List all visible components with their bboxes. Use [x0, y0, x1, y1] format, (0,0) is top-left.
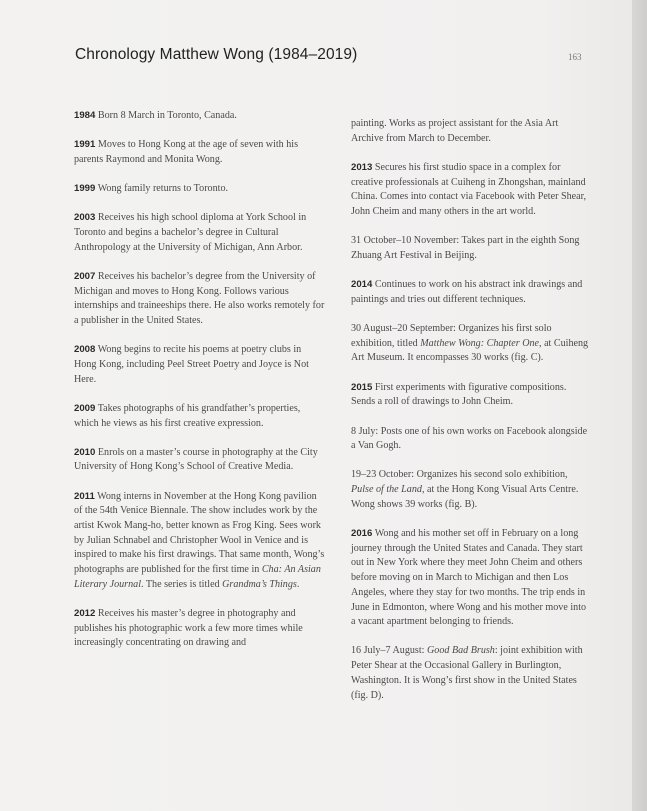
- left-column: [74, 109, 326, 666]
- chronology-entry: [351, 425, 591, 454]
- entry-year: 2012: [74, 608, 96, 620]
- entry-year: 1991: [74, 139, 96, 151]
- chronology-entry: [74, 182, 326, 197]
- entry-text: Enrols on a master’s course in photography at the City University of Hong Kong’s School of Creative Media.: [74, 446, 318, 473]
- chronology-entry: [351, 644, 591, 703]
- entry-year: 1999: [74, 183, 96, 195]
- right-column: [351, 117, 591, 718]
- entry-text: Wong family returns to Toronto.: [97, 183, 229, 195]
- chronology-entry: [74, 138, 326, 167]
- entry-text: Secures his first studio space in a complex for creative professionals at Cuiheng in Zhongshan, mainland China. Comes into contact via Facebook with Peter Shear, John Cheim and many others in the art world.: [351, 161, 587, 218]
- page-title: Chronology Matthew Wong (1984–2019): [75, 46, 358, 63]
- chronology-entry: [74, 402, 326, 431]
- chronology-entry: [74, 446, 326, 475]
- entry-text: : joint exhibition with Peter Shear at the Occasional Gallery in Burlington, Washington. It is Wong’s first show in the United States (fig. D).: [351, 645, 583, 701]
- entry-text: Wong interns in November at the Hong Kong pavilion of the 54th Venice Biennale. The show includes work by the artist Kwok Mang-ho, better known as Frog King. Sees work by Julian Schnabel and Christopher Wool in Venice and is inspired to make his first drawings. That same month, Wong’s photographs are published for the first time in: [74, 490, 325, 576]
- chronology-entry: [351, 234, 591, 263]
- chronology-entry: [351, 161, 591, 220]
- chronology-entry: [351, 117, 591, 146]
- entry-text: 30 August–20 September: Organizes his first solo exhibition, titled: [351, 323, 552, 349]
- entry-text: Receives his bachelor’s degree from the University of Michigan and moves to Hong Kong. Follows various internships and traineeships there. He also works remotely for a publisher in the United States.: [74, 270, 325, 327]
- entry-title-italic: Pulse of the Land: [351, 484, 422, 496]
- entry-text: 31 October–10 November: Takes part in the eighth Song Zhuang Art Festival in Beijing.: [351, 235, 580, 261]
- entry-text: 8 July: Posts one of his own works on Facebook alongside a Van Gogh.: [351, 425, 588, 452]
- entry-text: Wong and his mother set off in February on a long journey through the United States and Canada. They start out in New York where they meet John Cheim and others before moving on in March to Michigan and then Los Angeles, where they stay for two months. The trip ends in June in Edmonton, where Wong and his mother move into a vacant apartment belonging to friends.: [351, 528, 587, 628]
- entry-text: Receives his high school diploma at York School in Toronto and begins a bachelor’s degree in Cultural Anthropology at the University of Michigan, Ann Arbor.: [74, 212, 307, 253]
- entry-year: 2014: [351, 279, 373, 291]
- entry-text: painting. Works as project assistant for the Asia Art Archive from March to December.: [351, 118, 559, 144]
- entry-text: 19–23 October: Organizes his second solo exhibition,: [351, 469, 568, 481]
- entry-year: 2008: [74, 344, 96, 356]
- entry-text: First experiments with figurative compositions. Sends a roll of drawings to John Cheim.: [351, 381, 567, 408]
- entry-text: Moves to Hong Kong at the age of seven with his parents Raymond and Monita Wong.: [74, 139, 299, 165]
- page-edge: [632, 0, 647, 811]
- entry-year: 2007: [74, 270, 96, 282]
- entry-year: 2015: [351, 381, 373, 393]
- entry-year: 2016: [351, 528, 373, 540]
- entry-text: Receives his master’s degree in photography and publishes his photographic work a few more times while increasingly concentrating on drawing and: [74, 608, 303, 649]
- entry-text: Born 8 March in Toronto, Canada.: [97, 110, 237, 121]
- chronology-entry: [351, 527, 591, 630]
- chronology-entry: [74, 343, 326, 387]
- entry-title-italic: Cha: An Asian Literary Journal: [74, 564, 321, 590]
- entry-title-italic: Grandma’s Things: [222, 578, 297, 590]
- entry-text: , at Cuiheng Art Museum. It encompasses 30 works (fig. C).: [351, 337, 589, 364]
- entry-text: Continues to work on his abstract ink drawings and paintings and tries out different techniques.: [351, 279, 583, 305]
- chronology-entry: [74, 607, 326, 651]
- entry-text: Wong begins to recite his poems at poetry clubs in Hong Kong, including Peel Street Poetry and Joyce is Not Here.: [74, 344, 309, 385]
- entry-year: 2009: [74, 402, 96, 414]
- entry-title-italic: Matthew Wong: Chapter One: [420, 337, 540, 349]
- entry-year: 2003: [74, 212, 96, 224]
- entry-year: 1984: [74, 110, 96, 121]
- entry-year: 2013: [351, 161, 373, 173]
- entry-text: 16 July–7 August:: [351, 645, 427, 657]
- page-number: 163: [568, 52, 582, 62]
- chronology-entry: [74, 109, 326, 124]
- chronology-entry: [74, 211, 326, 255]
- entry-text: , at the Hong Kong Visual Arts Centre. Wong shows 39 works (fig. B).: [351, 484, 579, 510]
- chronology-entry: [351, 381, 591, 410]
- chronology-entry: [351, 468, 591, 512]
- entry-text: .: [296, 578, 300, 590]
- entry-year: 2010: [74, 446, 96, 458]
- entry-text: Takes photographs of his grandfather’s properties, which he views as his first creative expression.: [74, 402, 301, 429]
- chronology-entry: [351, 278, 591, 307]
- chronology-entry: [351, 322, 591, 366]
- chronology-entry: [74, 490, 326, 593]
- entry-title-italic: Good Bad Brush: [427, 645, 495, 657]
- chronology-entry: [74, 270, 326, 329]
- entry-year: 2011: [74, 490, 95, 502]
- entry-text: . The series is titled: [141, 578, 223, 590]
